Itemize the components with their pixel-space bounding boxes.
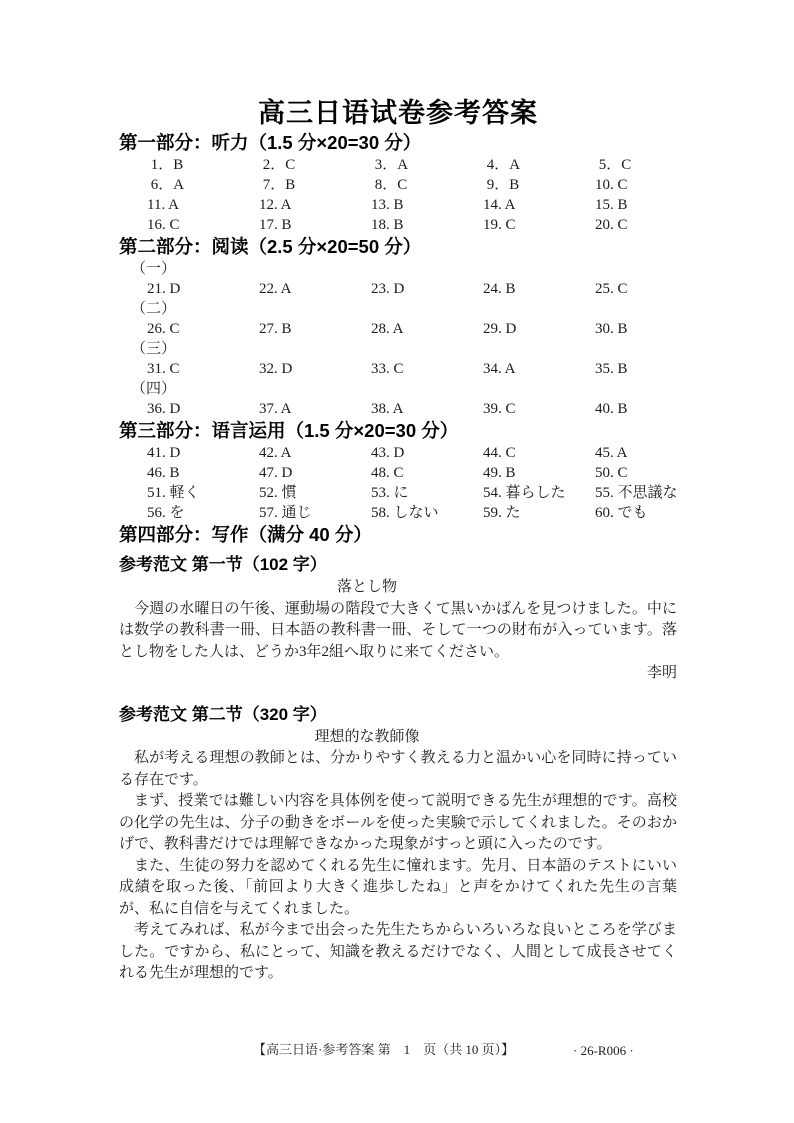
answer-row [119,463,677,483]
answer-row [119,359,677,379]
answer-cell: 44. C [483,445,516,461]
answer-cell: 14. A [483,197,516,213]
answer-cell: 6．A [147,177,185,193]
essay-2-heading: 参考范文 第二节（320 字） [119,704,327,724]
answer-cell: 7．B [259,177,296,193]
answer-cell: 11. A [147,197,179,213]
footer-page-info: 【高三日语·参考答案 第 1 页（共 10 页）】 [253,1042,515,1057]
passage-label: （四） [131,381,177,397]
essay-1-title: 落とし物 [336,579,397,595]
answer-row [119,155,677,175]
answer-cell: 36. D [147,401,181,417]
answer-cell: 53. に [371,485,409,501]
answer-cell: 56. を [147,505,185,521]
listening-answers [119,155,677,235]
answer-cell: 54. 暮らした [483,485,566,501]
essay-paragraph: また、生徒の努力を認めてくれる先生に憧れます。先月、日本語のテストにいい成績を取った後、「前回より大きく進歩したね」と声をかけてくれた先生の言葉が、私に自信を与えてくれました。 [119,857,677,917]
answer-row [119,503,677,523]
answer-cell: 47. D [259,465,293,481]
answer-cell: 34. A [483,361,516,377]
answer-cell: 24. B [483,281,516,297]
reading-answers [119,259,677,419]
document-content [119,95,677,985]
answer-cell: 51. 軽く [147,485,200,501]
answer-cell: 59. た [483,505,521,521]
answer-cell: 35. B [595,361,628,377]
document-title: 高三日语试卷参考答案 [258,98,538,128]
essay-paragraph: 考えてみれば、私が今まで出会った先生たちからいろいろな良いところを学びました。ですから、私にとって、知識を教えるだけでなく、人間として成長させてくれる先生が理想的です。 [119,922,677,981]
answer-cell: 50. C [595,465,628,481]
answer-cell: 55. 不思議な [595,485,678,501]
answer-cell: 39. C [483,401,516,417]
answer-row [119,443,677,463]
answer-cell: 2．C [259,157,296,173]
passage-label: （二） [131,301,177,317]
answer-cell: 3．A [371,157,409,173]
answer-row [119,319,677,339]
answer-cell: 57. 通じ [259,505,312,521]
answer-cell: 48. C [371,465,404,481]
answer-cell: 30. B [595,321,628,337]
answer-cell: 20. C [595,217,628,233]
answer-cell: 5．C [595,157,632,173]
language-answers [119,443,677,523]
passage-label: （一） [131,261,177,277]
passage-label: （三） [131,341,177,357]
answer-cell: 15. B [595,197,628,213]
answer-cell: 49. B [483,465,516,481]
answer-cell: 18. B [371,217,404,233]
answer-row [119,195,677,215]
essay-1-body: 今週の水曜日の午後、運動場の階段で大きくて黒いかばんを見つけました。中には数学の教科書一冊、日本語の教科書一冊、そして一つの財布が入っています。落とし物をした人は、どうか3年2組へ取りに来てください。 [119,600,677,660]
essay-2-title: 理想的な教師像 [314,728,420,745]
answer-cell: 43. D [371,445,405,461]
answer-cell: 27. B [259,321,292,337]
answer-cell: 4．A [483,157,521,173]
answer-cell: 21. D [147,281,181,297]
answer-row [119,175,677,195]
section-2-heading: 第二部分：阅读（2.5 分×20=50 分） [119,236,422,257]
answer-row [119,279,677,299]
answer-cell: 22. A [259,281,292,297]
answer-cell: 32. D [259,361,293,377]
answer-cell: 42. A [259,445,292,461]
section-1-heading: 第一部分：听力（1.5 分×20=30 分） [119,132,422,153]
answer-row [119,483,677,503]
answer-cell: 13. B [371,197,404,213]
section-3-heading: 第三部分：语言运用（1.5 分×20=30 分） [119,420,459,441]
essay-1-signature: 李明 [646,665,677,681]
footer-paper-code: · 26-R006 · [573,1043,634,1058]
answer-cell: 46. B [147,465,180,481]
answer-cell: 1．B [147,157,184,173]
section-4-heading: 第四部分：写作（满分 40 分） [119,524,372,545]
answer-cell: 41. D [147,445,181,461]
essay-1-heading: 参考范文 第一节（102 字） [119,555,327,574]
answer-cell: 19. C [483,217,516,233]
answer-cell: 28. A [371,321,404,337]
answer-cell: 60. でも [595,505,648,521]
answer-cell: 25. C [595,281,628,297]
answer-cell: 9．B [483,177,520,193]
answer-cell: 31. C [147,361,180,377]
answer-cell: 17. B [259,217,292,233]
answer-row [119,399,677,419]
answer-cell: 10. C [595,177,628,193]
answer-row [119,215,677,235]
answer-cell: 38. A [371,401,404,417]
answer-cell: 33. C [371,361,404,377]
essay-paragraph: 私が考える理想の教師とは、分かりやすく教える力と温かい心を同時に持っている存在です。 [119,750,677,788]
answer-cell: 26. C [147,321,180,337]
answer-cell: 37. A [259,401,292,417]
answer-cell: 23. D [371,281,405,297]
answer-cell: 12. A [259,197,292,213]
answer-cell: 16. C [147,217,180,233]
answer-cell: 8．C [371,177,408,193]
essay-paragraph: まず、授業では難しい内容を具体例を使って説明できる先生が理想的です。高校の化学の先生は、分子の動きをボールを使った実験で示してくれました。そのおかげで、教科書だけでは理解できなかった現象がすっと頭に入ったのです。 [119,793,677,852]
answer-cell: 29. D [483,321,517,337]
answer-cell: 40. B [595,401,628,417]
essay-2 [119,703,677,985]
answer-cell: 58. しない [371,505,439,521]
answer-cell: 45. A [595,445,628,461]
answer-cell: 52. 慣 [259,485,297,501]
essay-1 [119,553,677,685]
